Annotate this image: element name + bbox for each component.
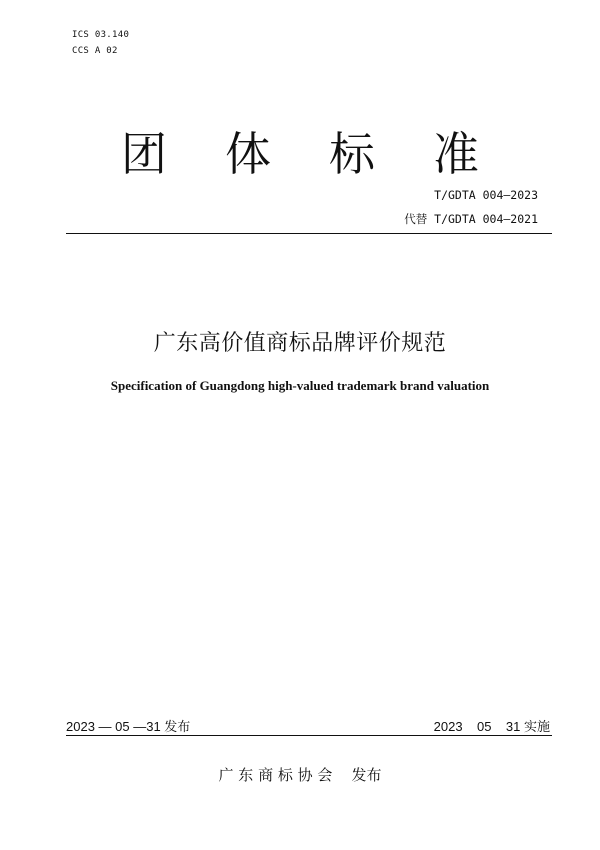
top-divider [66,233,552,234]
standard-type-char: 准 [433,127,479,181]
implement-date: 2023 05 31 实施 [433,719,550,734]
ccs-code: CCS A 02 [72,46,118,56]
standard-number: T/GDTA 004—2023 [434,188,538,202]
replaces-standard: 代替 T/GDTA 004—2021 [404,212,538,226]
standard-type-char: 团 [121,127,167,181]
standard-type-heading [0,118,600,184]
ics-code: ICS 03.140 [72,30,130,40]
document-title-zh: 广东高价值商标品牌评价规范 [153,331,447,356]
bottom-divider [66,735,552,736]
standard-type-char: 标 [329,127,375,181]
standard-type-char: 体 [225,127,271,181]
publish-date: 2023 — 05 —31 发布 [66,719,191,734]
issuing-organization: 广 东 商 标 协 会 发布 [218,766,382,784]
document-title-en: Specification of Guangdong high-valued trademark brand valuation [110,378,490,393]
